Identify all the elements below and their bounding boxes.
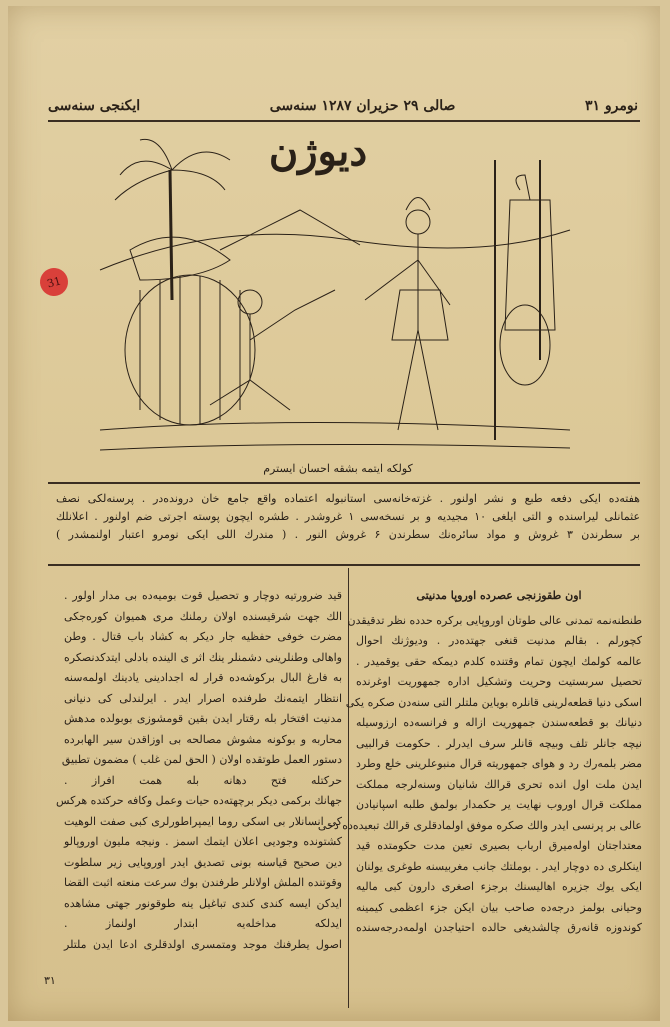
article-line: مملكت قرال اوروب نهايت ير حكمدار بولمق طلبه اسپانيادن [356, 798, 642, 811]
article-line: عالى بر پرنسى ايدر والك صكره موفق اولمادقلرى قرالك تبعيده‌ده دخى [317, 818, 642, 832]
notice-bottom-rule [48, 564, 640, 566]
masthead-title: ديوژن [268, 128, 368, 175]
issue-number: نومرو ۳۱ [584, 98, 638, 114]
article-line: مدنيت افتخار بله رقتار ايدن بقين قومشوزى بوبولده مدهش [64, 712, 342, 725]
article-line: اسكى دنيا قطعه‌لرينى قانلره بوياين ملتلر التى سنه‌دن صكره يكى [345, 695, 642, 709]
article-line: جهانك بركمى ديكر برچهته‌ده حيات وعمل وكافه حركتده هركس [56, 794, 342, 807]
article-line: انتظار ايتمه‌نك طرفنده اصرار ايدر . ايرلندلى كى دنيانى [64, 691, 342, 705]
article-line: به فارغ البال بركوشه‌ده قرار له اجدادينى يادينك اولمه‌سنه [64, 671, 342, 684]
header-rule [48, 120, 640, 122]
notice-line: عثمانلى ليراسنده و التى ايلغى ۱۰ مجيديه و بر نسخه‌سى ۱ غروشدر . طشره ايچون پوسته اجرتى ضم اولنور . اعلانلك [56, 510, 641, 523]
article-line: حركتله فتح دهانه بله همت افراز . [64, 773, 342, 787]
header-row [48, 94, 638, 118]
article-line: نيچه جانلر تلف وبيچه قانلر سرف ايدرلر . حكومت قرالبيى [356, 736, 642, 750]
article-line: وقوتنده الملش اولانلر طرفندن بوك سرعت منعته اثبت القضا [64, 876, 342, 889]
article-line: كچورلم . بقالم مدنيت قنغى جهتده‌در . وديوژنك احوال [356, 634, 642, 647]
article-line: اصول يطرفنك موجد ومتمسرى اولدقلرى ادعا ايدن ملتلر [64, 937, 342, 951]
article-line: كوندوزه قانه‌رق چالشديغى حالده احتياجدن اولمه‌درجه‌سنده [356, 921, 642, 934]
article-line: ايدن ملت اول انده تحرى قرالك شانيان وسنه‌لرجه مملكت [356, 777, 642, 791]
article-line: دين صحيح قياسنه بونى تصديق ايدر اوروپايى زير سلطوت [64, 855, 342, 869]
page-number: ۳۱ [44, 974, 56, 987]
article-line: مضرت خوفى حفظيه جار ديكر به كشاد باب قتال . وطن [64, 630, 342, 643]
article-line: دستور العمل طوتقده اولان ( الحق لمن غلب ) مضمون تطبيق [61, 753, 342, 766]
illustration-caption: كولكه ايتمه بشقه احسان ايسترم [263, 462, 413, 475]
subscription-notice [56, 490, 640, 562]
article-line: عالمه كولمك ايچون تمام وقتنده كلدم ديمكه حقى يوقميدر . [356, 654, 642, 668]
article-line: تحصيل سربستيت وحريت وتشكيل اداره جمهوريت اوغرنده [356, 675, 642, 688]
article-line: ايدكن ايسه كندى كندى تباغيل ينه طوقونور جهتى مشاهده [64, 896, 342, 910]
column-divider [348, 568, 349, 1008]
issue-date: صالى ۲۹ حزيران ۱۲۸۷ سنه‌سى [269, 98, 456, 114]
newspaper-page [8, 6, 660, 1021]
article-line: محاربه و بوكونه مشوش مصالحه بى اوزاقدن سير الهابرده [64, 732, 342, 746]
article-line: دنيانك بو قطعه‌سندن جمهوريت ازاله و فرانسه‌ده ارزوسيله [356, 716, 642, 729]
article-line: ايدلكه مداخله‌يه ابتدار اولنماز . [64, 917, 342, 930]
article-line: كى انسانلار بى اسكى روما ايمپراطورلرى كبى صفت الوهيت [64, 814, 342, 828]
article-line: قيد ضرورتيه دوچار و تحصيل قوت بوميه‌ده بى مدار اولور . [64, 589, 342, 602]
article-column-left [56, 586, 342, 1006]
article-line: كشتونده وجوديى اعلان ايتمك اسمز . ونيجه مليون اوروپالو [64, 835, 342, 848]
article-column-right [317, 586, 642, 1006]
article-title: اون طقوزنجى عصرده اوروپا مدنيتى [416, 589, 582, 602]
article-line: واهالى وطنلرينى دشمنلر ينك اثر ى الينده بادلى ايتدكدنصكره [64, 650, 342, 664]
article-line: وحيانى بولمز درجه‌ده صاحب بيان ايكن جزء اعظمى كيمينه [356, 900, 642, 914]
article-line: طنطنه‌نمه تمدنى عالى طوتان اوروپا‌يى بركره حدده نظر تدقيقدن [347, 613, 642, 627]
article-line: الك جهت شرقيسنده اولان رملنك مرى هميوان كوره‌جكى [64, 609, 342, 623]
publication-year: ايكنجى سنه‌سى [48, 98, 141, 114]
notice-line: بر سطرندن ۳ غروش و مواد سائره‌نك سطرندن ۶ غروش النور . ( مندرك اللى ايكى نومرو اعتبار اولنمشدر ) [56, 528, 640, 541]
notice-line: هفته‌ده ايكى دفعه طبع و نشر اولنور . غزته‌خانه‌سى استانبوله اعتماده واقع جامع خان درونده‌در . پرسنه‌لكى نصف [56, 492, 640, 505]
notice-top-rule [48, 482, 640, 484]
article-line: معتداجتان اوله‌ميرق ارباب بصيرى تعين مدت حكومتده قيد [356, 839, 642, 852]
library-stamp: 31 [37, 265, 71, 299]
article-line: اينكلرى ده دوچار ايدر . بوملتك جانب مغربيسنه طوغرى يولنان [356, 859, 642, 873]
article-line: ايكى يوك جزيره اهاليسنك برجزء اصغرى دارون كبى ماليه [356, 880, 642, 893]
article-line: مضر بلمه‌رك رد و هواى جمهوريته قرال منبوعلرينى خلع وطرد [356, 757, 642, 770]
